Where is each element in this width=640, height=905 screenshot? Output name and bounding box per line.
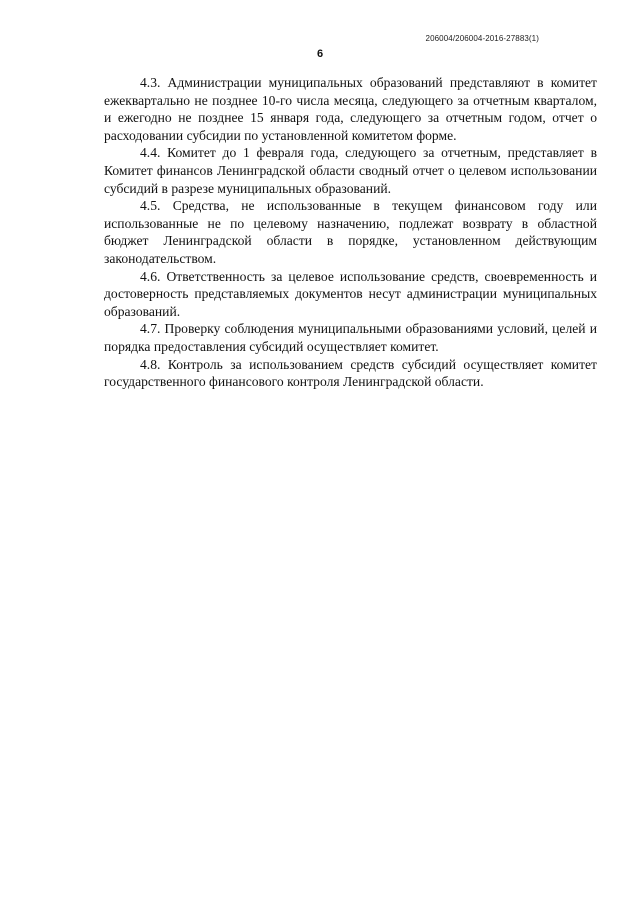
- page-number: 6: [316, 48, 324, 60]
- paragraph-4-4: 4.4. Комитет до 1 февраля года, следующего за отчетным, представляет в Комитет финансов Ленинградской области сводный отчет о целевом использовании субсидий в разрезе муниципальных образований.: [104, 145, 597, 196]
- paragraph-4-3: 4.3. Администрации муниципальных образований представляют в комитет ежеквартально не позднее 10-го числа месяца, следующего за отчетным кварталом, и ежегодно не позднее 15 января года, следующего за отчетным годом, отчет о расходовании субсидии по установленной комитетом форме.: [104, 75, 597, 143]
- document-id: 206004/206004-2016-27883(1): [425, 34, 539, 43]
- paragraph-4-6: 4.6. Ответственность за целевое использование средств, своевременность и достоверность представляемых документов несут администрации муниципальных образований.: [104, 268, 597, 319]
- paragraph-4-5: 4.5. Средства, не использованные в текущем финансовом году или использованные не по целевому назначению, подлежат возврату в областной бюджет Ленинградской области в порядке, установленном действующим законодательством.: [104, 198, 597, 266]
- document-body: [104, 74, 597, 391]
- paragraph-4-8: 4.8. Контроль за использованием средств субсидий осуществляет комитет государственного финансового контроля Ленинградской области.: [104, 356, 597, 390]
- paragraph-4-7: 4.7. Проверку соблюдения муниципальными образованиями условий, целей и порядка предоставления субсидий осуществляет комитет.: [104, 321, 597, 354]
